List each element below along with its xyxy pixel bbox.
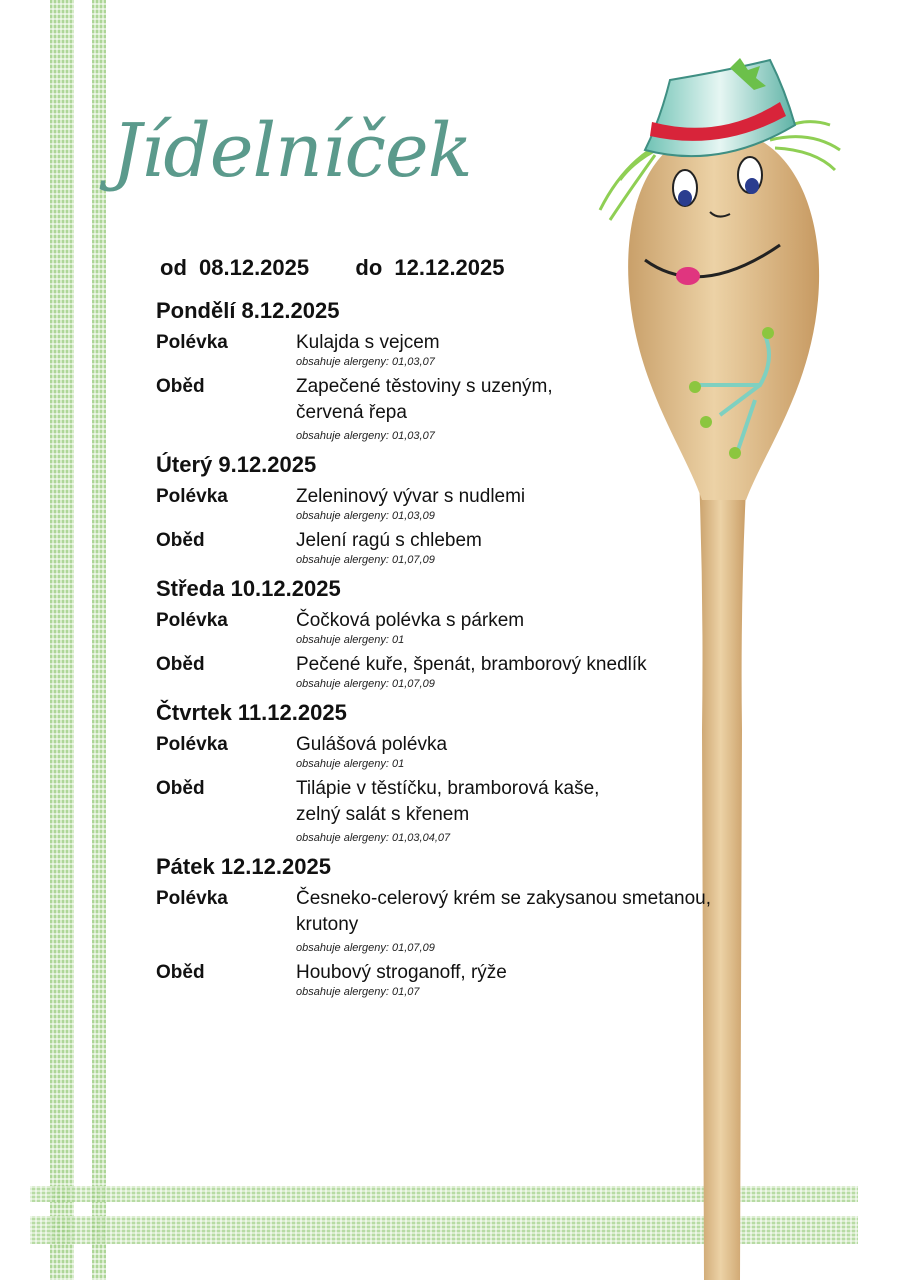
- item-label: Polévka: [156, 332, 228, 353]
- allergens-note: obsahuje alergeny: 01,07,09: [296, 554, 435, 566]
- menu-item: [156, 374, 776, 442]
- allergens-note: obsahuje alergeny: 01: [296, 758, 405, 770]
- item-label: Oběd: [156, 376, 205, 397]
- day-section: [156, 298, 776, 442]
- menu-item: [156, 960, 776, 998]
- day-title: Čtvrtek 11.12.2025: [156, 700, 347, 725]
- item-label: Oběd: [156, 778, 205, 799]
- dish-name: Jelení ragú s chlebem: [296, 530, 482, 551]
- item-label: Oběd: [156, 654, 205, 675]
- dish-name: Zapečené těstoviny s uzeným,: [296, 376, 553, 397]
- day-title: Úterý 9.12.2025: [156, 452, 317, 477]
- dish-name-line-2: krutony: [296, 914, 359, 935]
- left-stripe-inner: [92, 0, 106, 1280]
- date-from: 08.12.2025: [199, 255, 310, 280]
- left-stripe-outer: [50, 0, 74, 1280]
- dish-name: Gulášová polévka: [296, 734, 448, 755]
- page-title: Jídelníček: [112, 108, 472, 194]
- date-to: 12.12.2025: [394, 255, 505, 280]
- dish-name: Tilápie v těstíčku, bramborová kaše,: [296, 778, 600, 799]
- day-title: Středa 10.12.2025: [156, 576, 341, 601]
- date-to-label: do: [355, 255, 383, 280]
- date-from-label: od: [160, 255, 187, 280]
- allergens-note: obsahuje alergeny: 01,03,09: [296, 510, 435, 522]
- dish-name-line-2: zelný salát s křenem: [296, 804, 470, 825]
- day-section: [156, 700, 776, 844]
- item-label: Oběd: [156, 530, 205, 551]
- item-label: Polévka: [156, 734, 228, 755]
- day-section: [156, 452, 776, 566]
- item-label: Polévka: [156, 486, 228, 507]
- date-range: [160, 255, 511, 281]
- day-section: [156, 854, 776, 998]
- allergens-note: obsahuje alergeny: 01,03,04,07: [296, 832, 451, 844]
- dish-name: Česneko-celerový krém se zakysanou smetanou,: [296, 888, 712, 909]
- allergens-note: obsahuje alergeny: 01: [296, 634, 405, 646]
- menu-item: [156, 330, 776, 368]
- dish-name: Houbový stroganoff, rýže: [296, 962, 507, 983]
- day-title: Pondělí 8.12.2025: [156, 298, 340, 323]
- item-label: Polévka: [156, 610, 228, 631]
- day-section: [156, 576, 776, 690]
- allergens-note: obsahuje alergeny: 01,07,09: [296, 678, 435, 690]
- dish-name: Pečené kuře, špenát, bramborový knedlík: [296, 654, 647, 675]
- menu-item: [156, 776, 776, 844]
- menu-item: [156, 608, 776, 646]
- day-title: Pátek 12.12.2025: [156, 854, 331, 879]
- item-label: Polévka: [156, 888, 228, 909]
- dish-name-line-2: červená řepa: [296, 402, 407, 423]
- dish-name: Zeleninový vývar s nudlemi: [296, 486, 526, 507]
- item-label: Oběd: [156, 962, 205, 983]
- menu-item: [156, 732, 776, 770]
- menu-item: [156, 886, 776, 954]
- menu-item: [156, 528, 776, 566]
- allergens-note: obsahuje alergeny: 01,07,09: [296, 942, 435, 954]
- weekly-menu: [156, 298, 776, 1008]
- allergens-note: obsahuje alergeny: 01,07: [296, 986, 420, 998]
- allergens-note: obsahuje alergeny: 01,03,07: [296, 356, 435, 368]
- dish-name: Kulajda s vejcem: [296, 332, 440, 353]
- menu-item: [156, 484, 776, 522]
- menu-item: [156, 652, 776, 690]
- allergens-note: obsahuje alergeny: 01,03,07: [296, 430, 435, 442]
- dish-name: Čočková polévka s párkem: [296, 610, 525, 631]
